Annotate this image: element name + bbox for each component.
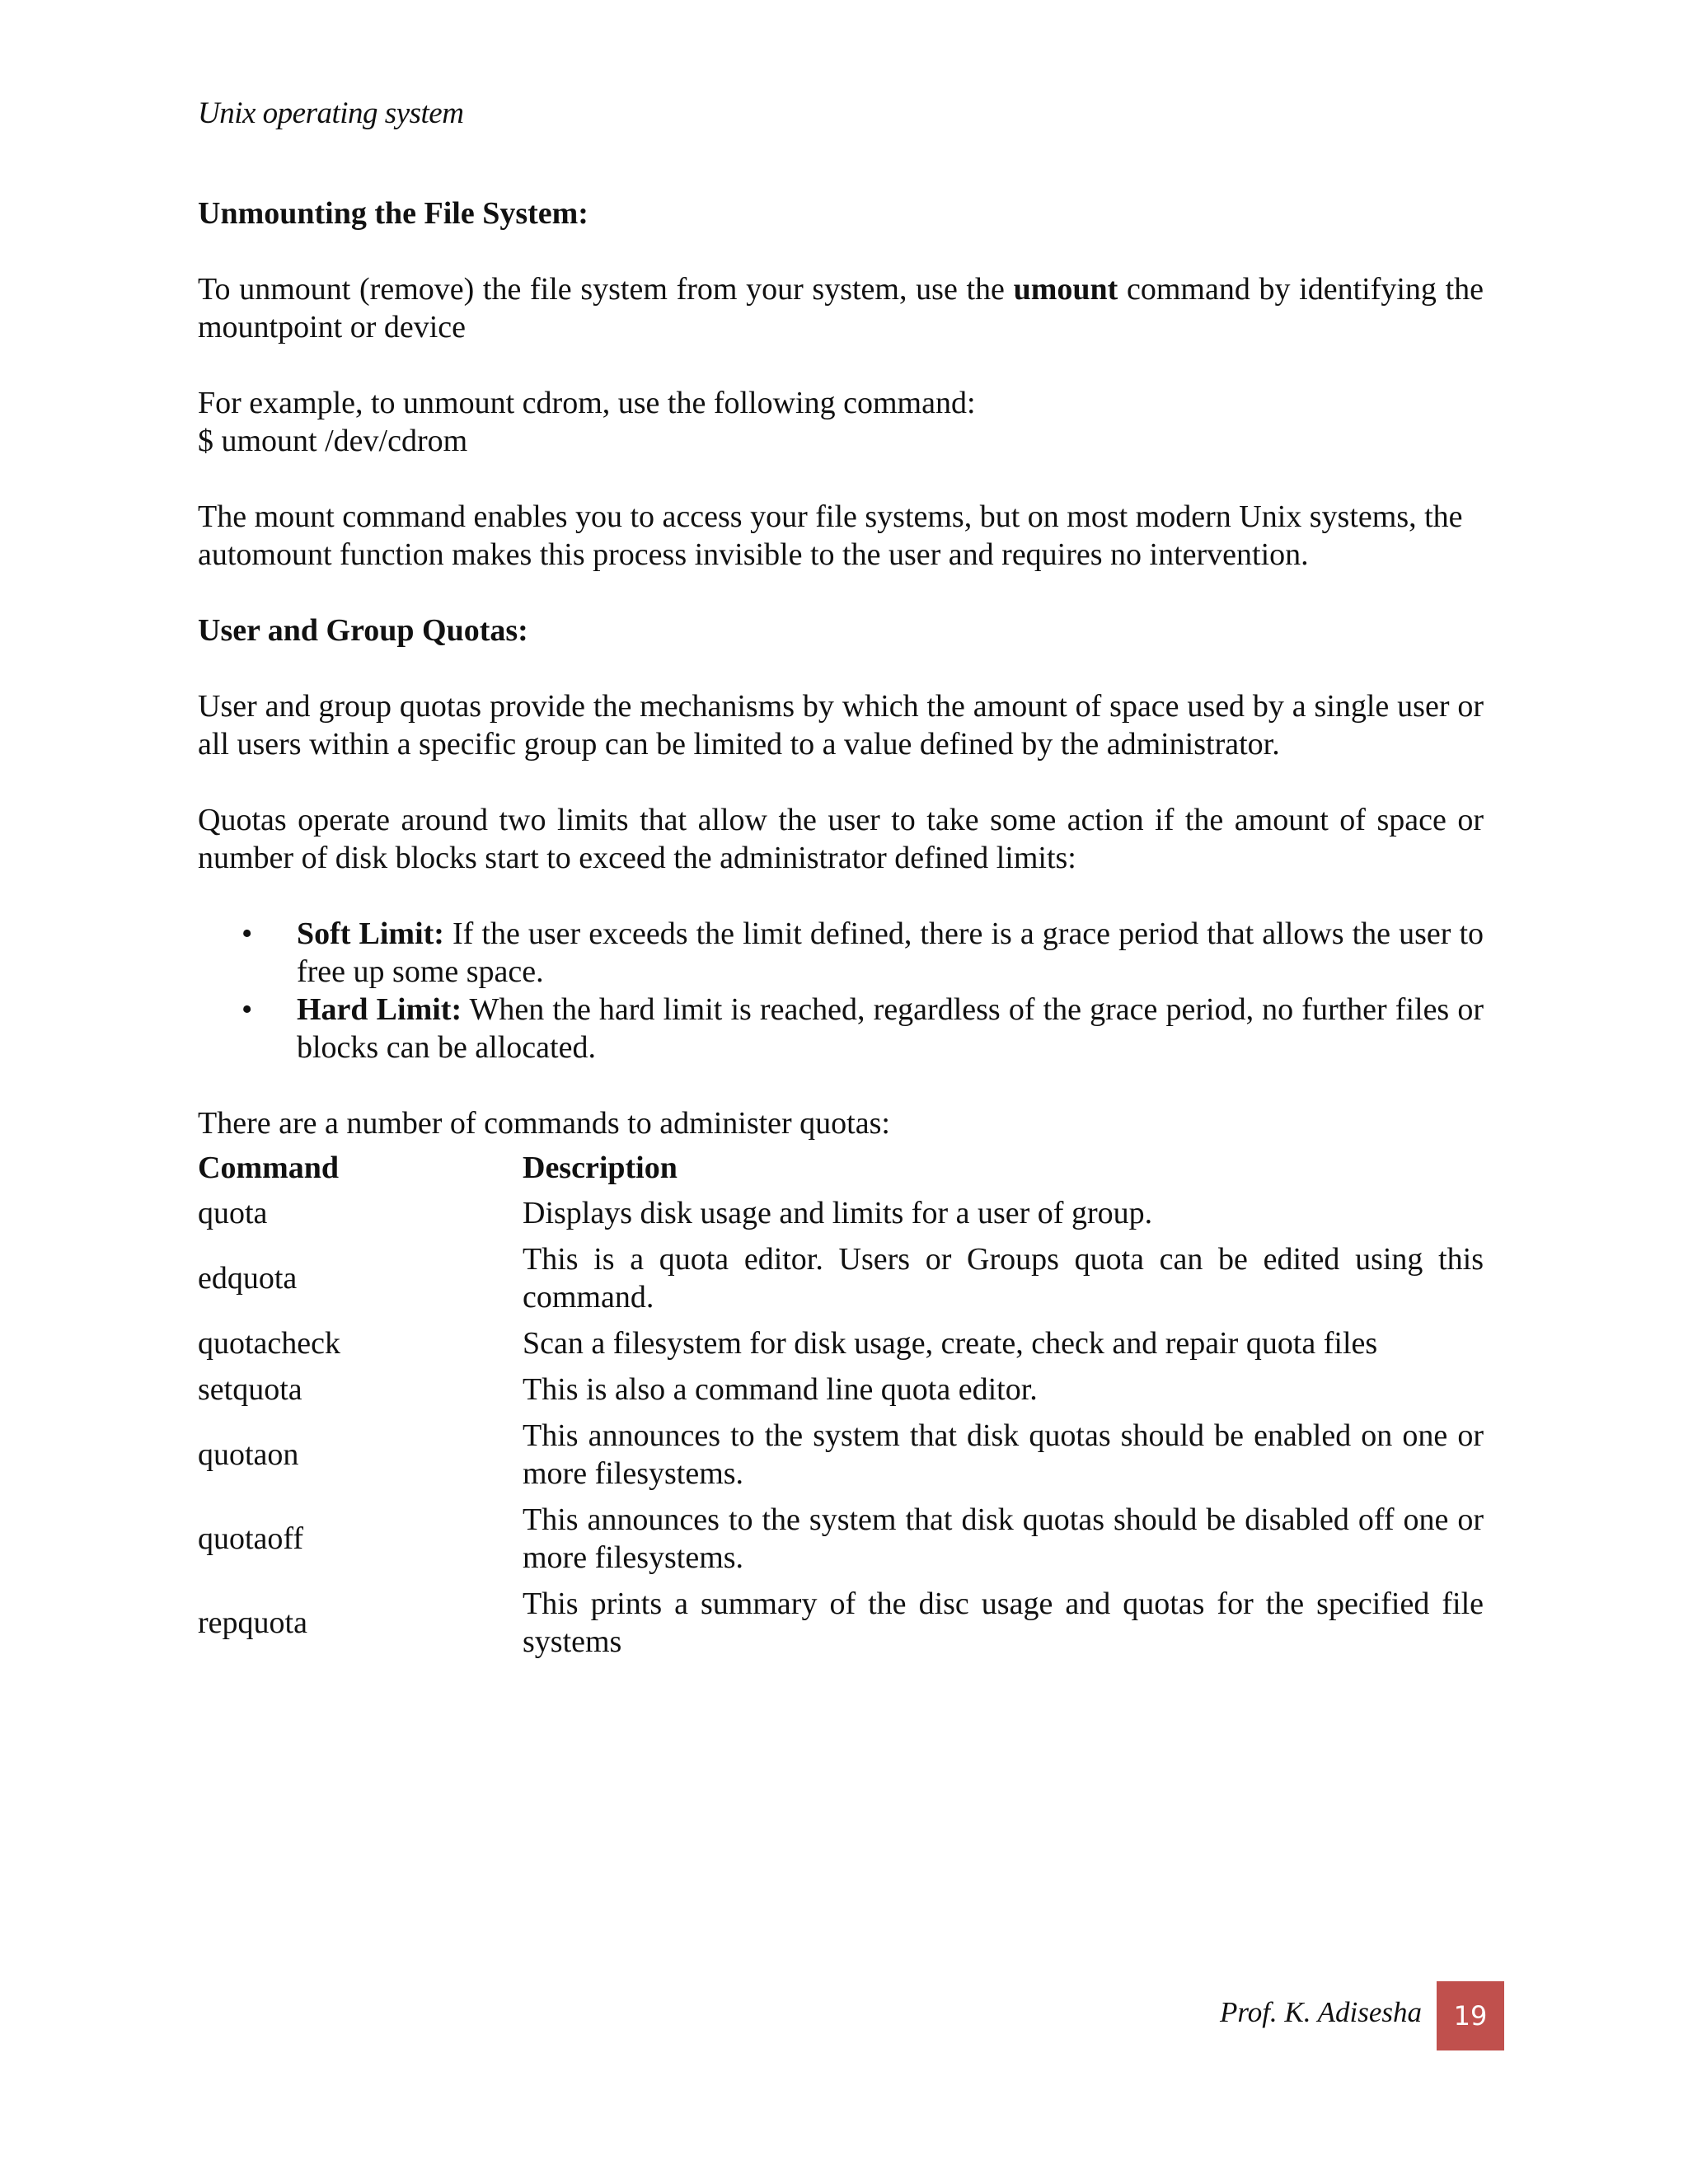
mount-paragraph: The mount command enables you to access your file systems, but on most modern Unix systems, the automount function makes this process invisible to the user and requires no intervention. [198, 499, 1463, 572]
table-row [198, 1366, 1484, 1413]
description-cell: This prints a summary of the disc usage and quotas for the specified file systems [523, 1586, 1484, 1659]
command-line: $ umount /dev/cdrom [198, 424, 468, 458]
description-cell: This is a quota editor. Users or Groups quota can be edited using this command. [523, 1242, 1484, 1315]
quotas-paragraph-1: User and group quotas provide the mechanisms by which the amount of space used by a single user or all users within a specific group can be limited to a value defined by the administrator. [198, 689, 1484, 762]
table-row [198, 1236, 1484, 1320]
table-intro: There are a number of commands to administer quotas: [198, 1106, 890, 1141]
description-cell: This announces to the system that disk quotas should be enabled on one or more filesystems. [523, 1418, 1484, 1491]
bullet-icon: • [241, 916, 253, 951]
limits-list [198, 915, 1484, 1066]
page-number-badge: 19 [1437, 1981, 1504, 2050]
example-line: For example, to unmount cdrom, use the following command: [198, 386, 976, 420]
page-footer [1220, 1981, 1504, 2050]
section-heading-unmounting: Unmounting the File System: [198, 196, 588, 231]
description-cell: This is also a command line quota editor. [523, 1372, 1038, 1407]
umount-intro-text-end: command by identifying the mountpoint or device [198, 272, 1484, 344]
description-cell: Scan a filesystem for disk usage, create, check and repair quota files [523, 1326, 1378, 1361]
command-cell: quotaon [198, 1437, 299, 1472]
command-cell: edquota [198, 1261, 298, 1296]
bullet-term: Hard Limit: [297, 992, 462, 1027]
command-cell: quotacheck [198, 1326, 341, 1361]
table-header-row [198, 1146, 1484, 1190]
command-cell: quotaoff [198, 1521, 304, 1556]
list-item-soft-limit [241, 915, 1484, 991]
description-cell: Displays disk usage and limits for a user of group. [523, 1196, 1153, 1230]
command-cell: repquota [198, 1605, 307, 1640]
table-row [198, 1320, 1484, 1366]
column-header-description: Description [523, 1151, 678, 1185]
section-heading-quotas: User and Group Quotas: [198, 613, 528, 648]
column-header-command: Command [198, 1151, 340, 1185]
table-row [198, 1413, 1484, 1497]
umount-keyword: umount [1013, 272, 1118, 307]
quotas-paragraph-2: Quotas operate around two limits that allow the user to take some action if the amount of space or number of disk blocks start to exceed the administrator defined limits: [198, 803, 1484, 875]
quota-commands-table [198, 1146, 1484, 1665]
bullet-text: When the hard limit is reached, regardless of the grace period, no further files or blocks can be allocated. [297, 992, 1484, 1065]
bullet-icon: • [241, 992, 253, 1027]
bullet-text: If the user exceeds the limit defined, there is a grace period that allows the user to free up some space. [297, 916, 1484, 989]
table-row [198, 1581, 1484, 1665]
page-content [198, 194, 1484, 1665]
command-cell: quota [198, 1196, 268, 1230]
running-header: Unix operating system [198, 96, 464, 130]
bullet-term: Soft Limit: [297, 916, 444, 951]
table-row [198, 1497, 1484, 1581]
umount-intro-text: To unmount (remove) the file system from your system, use the [198, 272, 1005, 307]
table-row [198, 1190, 1484, 1236]
description-cell: This announces to the system that disk quotas should be disabled off one or more filesystems. [523, 1502, 1484, 1575]
list-item-hard-limit [241, 991, 1484, 1066]
footer-author: Prof. K. Adisesha [1220, 1996, 1423, 2028]
umount-intro-paragraph [198, 270, 1484, 346]
command-cell: setquota [198, 1372, 302, 1407]
